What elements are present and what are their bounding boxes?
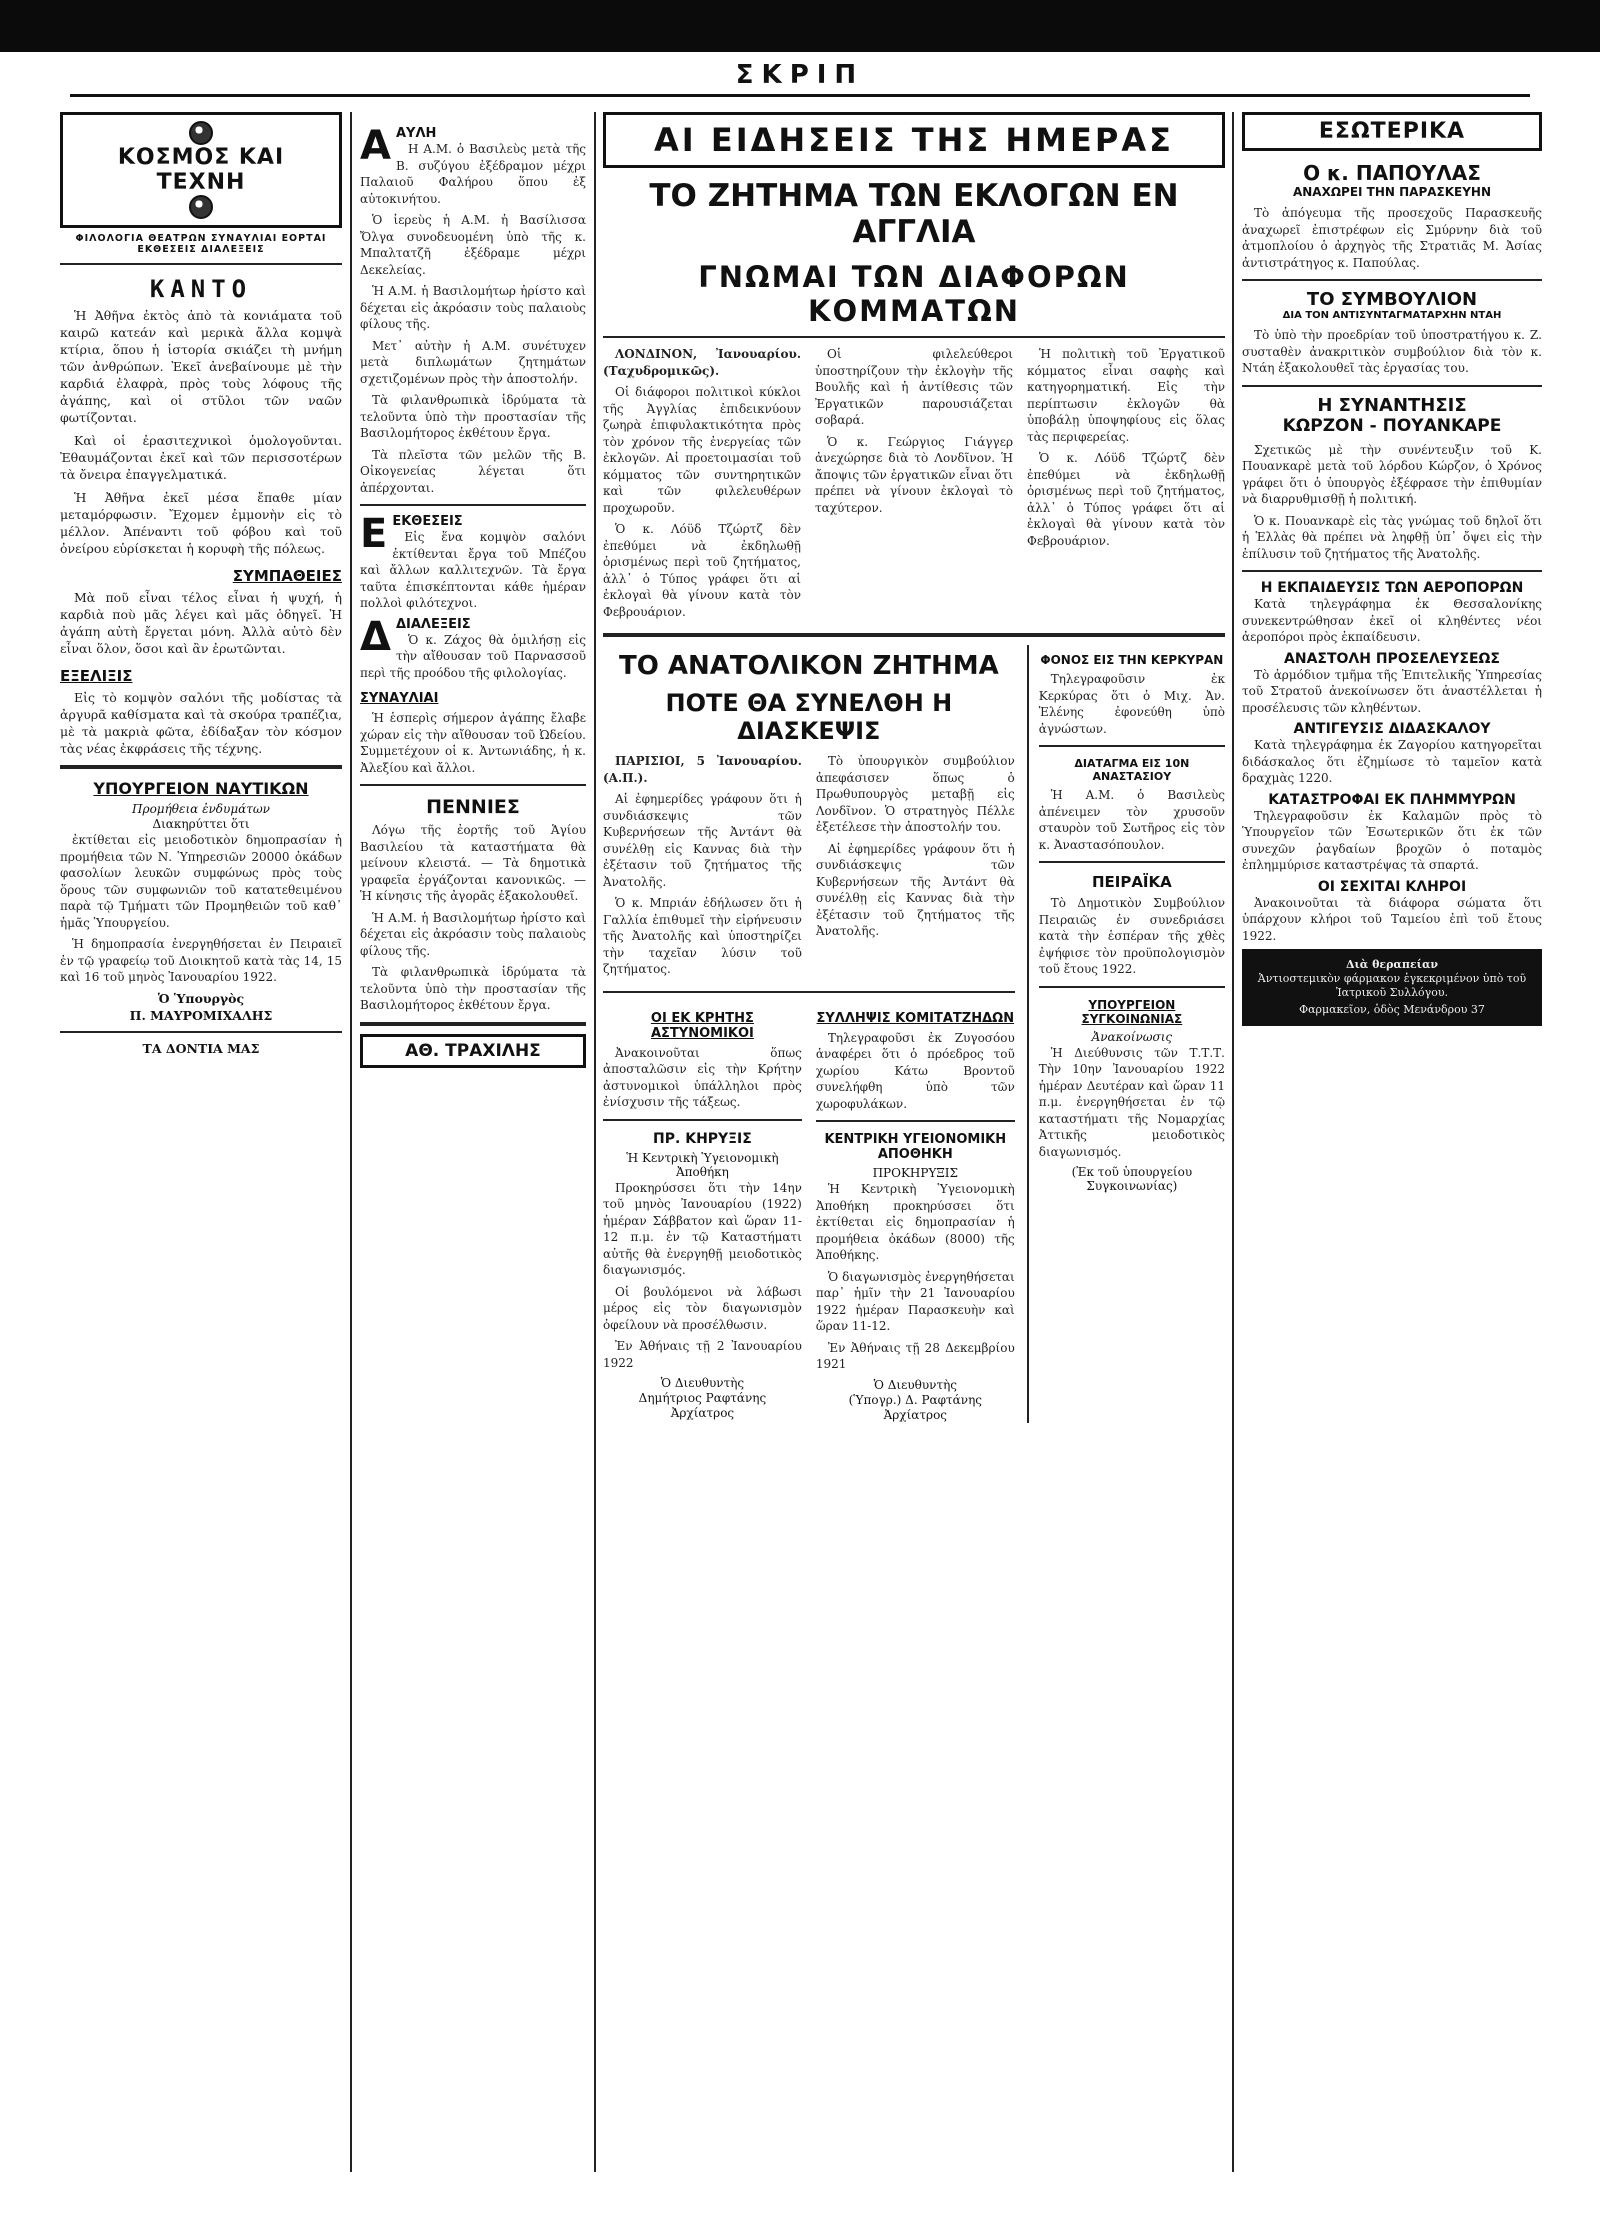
divider bbox=[603, 1119, 802, 1121]
notice-paragraph: Ὁ διαγωνισμὸς ἐνεργηθήσεται παρ᾽ ἡμῖν τὴν 21 Ἰανουαρίου 1922 ἡμέραν Παρασκευὴν καὶ ὥραν 11-12. bbox=[815, 1269, 1015, 1333]
notice-subtitle: Προμήθεια ἐνδυμάτων bbox=[132, 802, 270, 816]
article-paragraph: Εἰς ἕνα κομψὸν σαλόνι ἐκτίθενται ἔργα τοῦ Μπέζου καὶ ἄλλων καλλιτεχνῶν. Τὰ ἔργα ταῦτα ἐπισκέπτονται κάθε ἡμέραν πολλοὶ φιλότεχνοι. bbox=[360, 530, 586, 610]
article-paragraph: Ἡ πολιτικὴ τοῦ Ἐργατικοῦ κόμματος εἶναι σαφὴς καὶ κατηγορηματική. Εἰς τὴν περίπτωσιν ἐκλογῶν θὰ ὑποβάλῃ ὑποψηφίους εἰς ὅλας τὰς περιφερείας. bbox=[1027, 347, 1225, 444]
notice-date: Ἐν Ἀθήναις τῇ 28 Δεκεμβρίου 1921 bbox=[815, 1340, 1015, 1371]
article-paragraph: Ἡ Α.Μ. ὁ Βασιλεὺς ἀπένειμεν τὸν χρυσοῦν σταυρὸν τοῦ Σωτῆρος εἰς τὸν κ. Ἀναστασόπουλον. bbox=[1038, 788, 1225, 852]
divider bbox=[1039, 986, 1225, 988]
article-paragraph: Τὸ Δημοτικὸν Συμβούλιον Πειραιῶς ἐν συνεδριάσει κατὰ τὴν ἑσπέραν τῆς χθὲς ἐψήφισε τὸν προϋπολογισμὸν τοῦ ἔτους 1922. bbox=[1038, 896, 1225, 976]
article-paragraph: Οἱ διάφοροι πολιτικοὶ κύκλοι τῆς Ἀγγλίας ἐπιδεικνύουν ζωηρὰ ἐπιφυλακτικότητα πρὸς τὸν χρόνον τῆς ἐνεργείας τῶν ἐκλογῶν. Αἱ προετοιμασίαι τοῦ κόμματος τῶν συντηρητικῶν καὶ τῶν φιλελευθέρων προχωροῦν. bbox=[603, 385, 801, 515]
masthead bbox=[0, 60, 1600, 96]
article-dateline: ΛΟΝΔΙΝΟΝ, Ἰανουαρίου. (Ταχυδρομικῶς). bbox=[603, 347, 801, 378]
subheadline-papoulas: ΑΝΑΧΩΡΕΙ ΤΗΝ ΠΑΡΑΣΚΕΥΗΝ bbox=[1292, 185, 1492, 199]
column-divider bbox=[594, 112, 596, 2172]
article-paragraph: Κατὰ τηλεγράφημα ἐκ Θεσσαλονίκης συνεκεντρώθησαν ἐκεῖ οἱ κληθέντες νέοι ἀεροπόροι πρὸς ἐκπαίδευσιν. bbox=[1242, 597, 1542, 644]
dropcap: Δ bbox=[360, 613, 391, 660]
advert-address: Φαρμακεῖον, ὁδὸς Μενάνδρου 37 bbox=[1299, 1003, 1485, 1016]
lower-news-area bbox=[603, 645, 1225, 1423]
article-paragraph: Ἡ Ἀθῆνα ἐκτὸς ἀπὸ τὰ κονιάματα τοῦ καιρῶ κατεάν καὶ μερικὰ ἄλλα κομψὰ κτίρια, ὅπου ἡ ἱστορία σκιάζει τὴ μνήμη τῶν ἀνθρώπων. Ἐκεῖ ἀνεβαίνουμε μὲ τὴν καρδιά ἐλαφρὰ, πρὸς τοὺς λόφους τῆς ἀγάπης, καὶ οἱ στῦλοι τῶν ναῶν φωτίζονται. bbox=[60, 308, 342, 425]
headline-arrest: ΣΥΛΛΗΨΙΣ ΚΟΜΙΤΑΤΖΗΔΩΝ bbox=[816, 1010, 1015, 1026]
footer-ad-title: ΤΑ ΔΟΝΤΙΑ ΜΑΣ bbox=[142, 1040, 260, 1056]
article-paragraph: Τὸ ἀρμόδιον τμῆμα τῆς Ἐπιτελικῆς Ὑπηρεσίας τοῦ Στρατοῦ ἀνεκοίνωσεν ὅτι ἀναστέλλεται ἡ προσέλευσις τῶν κληθέντων. bbox=[1242, 667, 1542, 715]
notice-signature: Ὁ Διευθυντὴς bbox=[660, 1376, 745, 1390]
divider bbox=[60, 263, 342, 265]
headline-decree: ΔΙΑΤΑΓΜΑ ΕΙΣ 10Ν ΑΝΑΣΤΑΣΙΟΥ bbox=[1074, 757, 1190, 783]
notice-signature-name: Π. ΜΑΥΡΟΜΙΧΑΛΗΣ bbox=[129, 1007, 273, 1023]
elections-article bbox=[603, 346, 1225, 625]
notice-paragraph: Ἡ Διεύθυνσις τῶν Τ.Τ.Τ. Τὴν 10ην Ἰανουαρίου 1922 ἡμέραν Δευτέραν καὶ ὥραν 11 π.μ. ἐνεργηθήσεται ἐν τῷ καταστήματι τῆς Νομαρχίας Ἀττικῆς μειοδοτικὸς διαγωνισμός. bbox=[1038, 1045, 1225, 1159]
column-divider bbox=[1232, 112, 1234, 2172]
headline-suspension: ΑΝΑΣΤΟΛΗ ΠΡΟΣΕΛΕΥΣΕΩΣ bbox=[1284, 650, 1500, 667]
headline-peiraika: ΠΕΙΡΑΪΚΑ bbox=[1091, 873, 1172, 891]
divider bbox=[1039, 861, 1225, 863]
article-paragraph: Τηλεγραφοῦσιν ἐκ Κερκύρας ὅτι ὁ Μιχ. Ἀν. Ἑλένης ἐφονεύθη ὑπὸ ἀγνώστων. bbox=[1038, 672, 1225, 736]
article-paragraph: Ἡ Α.Μ. ἡ Βασιλομήτωρ ἠρίστο καὶ δέχεται εἰς ἀκρόασιν τοὺς παλαιοὺς φίλους τῆς. bbox=[360, 284, 586, 331]
notice-signature: Ἀρχίατρος bbox=[883, 1407, 948, 1422]
column-esoterika bbox=[1242, 112, 1542, 2172]
side-news-block bbox=[1027, 645, 1225, 1423]
divider bbox=[360, 504, 586, 506]
headline-teacher: ΑΝΤΙΓΕΥΣΙΣ ΔΙΔΑΣΚΑΛΟΥ bbox=[1293, 721, 1491, 737]
subheadline-elections: ΓΝΩΜΑΙ ΤΩΝ ΔΙΑΦΟΡΩΝ ΚΟΜΜΑΤΩΝ bbox=[698, 260, 1130, 328]
notice-signature: (Ἐκ τοῦ ὑπουργείου Συγκοινωνίας) bbox=[1071, 1165, 1193, 1193]
column-kosmos-kai-texni bbox=[60, 112, 342, 2172]
divider bbox=[60, 765, 342, 769]
article-paragraph: Εἰς τὸ κομψὸν σαλόνι τῆς μοδίστας τὰ ἀργυρᾶ καθίσματα καὶ τὰ σκούρα τραπέζια, μὲ τὰ μακριὰ φῶτα, ἐδίδαξαν τὸν κόσμον τὰς νέας ἐκφράσεις τῆς τέχνης. bbox=[60, 690, 342, 756]
notice-paragraph: Ἡ δημοπρασία ἐνεργηθήσεται ἐν Πειραιεῖ ἐν τῷ γραφείῳ τοῦ Διοικητοῦ κατὰ τὰς 14, 15 καὶ 16 τοῦ μηνὸς Ἰανουαρίου 1922. bbox=[60, 937, 342, 984]
advert-title: Διὰ θεραπείαν bbox=[1345, 958, 1439, 971]
headline-police: ΟΙ ΕΚ ΚΡΗΤΗΣ ΑΣΤΥΝΟΜΙΚΟΙ bbox=[650, 1010, 754, 1041]
headline-council: ΤΟ ΣΥΜΒΟΥΛΙΟΝ bbox=[1306, 289, 1478, 310]
article-paragraph: Τὰ φιλανθρωπικὰ ἱδρύματα τὰ τελοῦντα ὑπὸ τὴν προστασίαν τῆς Βασιλομήτορος ἐκθέτουν ἔργα. bbox=[360, 965, 586, 1012]
article-title-ekthesis: ΕΚΘΕΣΕΙΣ bbox=[392, 514, 463, 529]
section-subtitle: ΦΙΛΟΛΟΓΙΑ ΘΕΑΤΡΩΝ ΣΥΝΑΥΛΙΑΙ ΕΟΡΤΑΙ ΕΚΘΕΣΕΙΣ ΔΙΑΛΕΞΕΙΣ bbox=[75, 233, 327, 255]
notice-paragraph: Οἱ βουλόμενοι νὰ λάβωσι μέρος εἰς τὸν διαγωνισμὸν ὀφείλουν νὰ προσέλθωσιν. bbox=[603, 1284, 802, 1332]
masthead-title: ΣΚΡΙΠ bbox=[735, 60, 865, 90]
article-title-synaulia: ΣΥΝΑΥΛΙΑΙ bbox=[360, 691, 439, 706]
divider bbox=[603, 991, 1015, 993]
article-paragraph: Τὸ ὑπουργικὸν συμβούλιον ἀπεφάσισεν ὅπως ὁ Πρωθυπουργὸς μεταβῇ εἰς Λονδῖνον. Ὁ στρατηγὸς Πέλλε ἐξετέλεσε τὴν ἀποστολήν του. bbox=[815, 754, 1015, 834]
article-paragraph: Ὁ κ. Λόϋδ Τζώρτζ δὲν ἐπεθύμει νὰ ἐκδηλωθῇ ὁρισμένως περὶ τοῦ ζητήματος, ἀλλ᾽ ὁ Τύπος γράφει ὅτι αἱ ἐκλογαὶ θὰ γίνουν κατὰ τὸν Φεβρουάριον. bbox=[603, 522, 801, 619]
article-paragraph: Αἱ ἐφημερίδες γράφουν ὅτι ἡ συνδιάσκεψις τῶν Κυβερνήσεων τῆς Ἀντάντ θὰ συνέλθῃ εἰς Καννας διὰ τὴν ἐξέτασιν τοῦ ζητήματος τῆς Ἀνατολῆς. bbox=[603, 792, 802, 889]
dropcap: Α bbox=[360, 123, 391, 169]
notice-signature: Ὁ Διευθυντὴς bbox=[873, 1377, 957, 1392]
article-paragraph: Ἡ Α.Μ. ἡ Βασιλομήτωρ ἠρίστο καὶ δέχεται εἰς ἀκρόασιν τοὺς παλαιοὺς φίλους τῆς. bbox=[360, 910, 586, 958]
notice-signature: (Ὑπογρ.) Δ. Ραφτάνης bbox=[848, 1392, 982, 1407]
notice-subtitle: Διακηρύττει ὅτι bbox=[152, 817, 250, 831]
divider bbox=[816, 1120, 1015, 1122]
advert-box bbox=[1242, 949, 1542, 1026]
divider bbox=[360, 1022, 586, 1026]
headline-meeting: Η ΣΥΝΑΝΤΗΣΙΣ bbox=[1317, 394, 1467, 416]
article-paragraph: Η Α.Μ. ὁ Βασιλεὺς μετὰ τῆς Β. συζύγου ἐξέδραμον μέχρι Παλαιοῦ Φαλήρου ὅπου ἐξ αὐτοκινήτου. bbox=[360, 142, 586, 206]
article-paragraph: Ἀνακοινοῦται τὰ διάφορα σώματα ὅτι ὑπάρχουν κλήροι τοῦ Ταμείου ἐπὶ τοῦ ἔτους 1922. bbox=[1242, 895, 1542, 943]
banner-title: ΑΙ ΕΙΔΗΣΕΙΣ ΤΗΣ ΗΜΕΡΑΣ bbox=[603, 112, 1225, 168]
column-main-news bbox=[603, 112, 1225, 2172]
article-paragraph: Τηλεγραφοῦσιν ἐκ Καλαμῶν πρὸς τὸ Ὑπουργεῖον τῶν Ἐσωτερικῶν ὅτι ἐκ τῶν συνεχῶν ῥαγδαίων βροχῶν ὁ ποταμὸς ἐπλημμύρισε καταστρέψας τὰ σπαρτά. bbox=[1242, 808, 1542, 872]
divider bbox=[360, 784, 586, 786]
notice-signature-label: Ὁ Ὑπουργὸς bbox=[157, 990, 245, 1006]
article-paragraph: Κατὰ τηλεγράφημα ἐκ Ζαγορίου κατηγορεῖται διδάσκαλος ὅτι ἐζημίωσε τὸ ταμεῖον κατὰ δραχμὰς 1220. bbox=[1242, 738, 1542, 785]
article-paragraph: Λόγω τῆς ἐορτῆς τοῦ Ἁγίου Βασιλείου τὰ καταστήματα θὰ μείνουν κλειστά. — Τὰ δημοτικὰ γραφεῖα ἐργάζονται κανονικῶς. — Ἡ κίνησις τῆς ἀγορᾶς ἐξακολουθεῖ. bbox=[360, 823, 586, 903]
column-divider bbox=[350, 112, 352, 2172]
article-title-exelixis: ΕΞΕΛΙΞΙΣ bbox=[60, 667, 133, 685]
globe-icon bbox=[189, 121, 213, 145]
headline-papoulas: Ο κ. ΠΑΠΟΥΛΑΣ bbox=[1303, 161, 1481, 185]
article-title-sympatheies: ΣΥΜΠΑΘΕΙΕΣ bbox=[232, 567, 342, 585]
notice-paragraph: ἐκτίθεται εἰς μειοδοτικὸν δημοπρασίαν ἡ προμήθεια τῶν Ν. Ὑπηρεσιῶν 20000 ὀκάδων φασολίων λευκῶν συμφώνως πρὸς τοὺς ὅρους τῶν συμφωνιῶν τοῦ κατατεθειμένου παρὰ τῷ Τμήματι τῶν Προμηθειῶν τοῦ καθ᾽ ἡμᾶς Ὑπουργείου. bbox=[60, 833, 342, 930]
headline-lots: ΟΙ ΣΕΧΙΤΑΙ ΚΛΗΡΟΙ bbox=[1317, 878, 1467, 895]
advert-name: ΑΘ. ΤΡΑΧΙΛΗΣ bbox=[360, 1034, 586, 1068]
article-paragraph: Τὰ φιλανθρωπικὰ ἱδρύματα τὰ τελοῦντα ὑπὸ τὴν προστασίαν τῆς Βασιλομήτορος ἐκθέτουν ἔργα. bbox=[360, 393, 586, 440]
article-title-kanto: ΚΑΝΤΟ bbox=[149, 275, 253, 303]
top-black-border bbox=[0, 0, 1600, 52]
notice-paragraph: Ἡ Κεντρικὴ Ὑγειονομικὴ Ἀποθήκη προκηρύσσει ὅτι ἐκτίθεται εἰς δημοπρασίαν ἡ προμήθεια ὀκάδων (8000) τῆς Ἀποθήκης. bbox=[815, 1182, 1015, 1262]
article-title-aule: ΑΥΛΗ bbox=[395, 126, 437, 141]
notice-date: Ἐν Ἀθήναις τῇ 2 Ἰανουαρίου 1922 bbox=[603, 1339, 802, 1370]
subheadline-council: ΔΙΑ ΤΟΝ ΑΝΤΙΣΥΝΤΑΓΜΑΤΑΡΧΗΝ ΝΤΑΗ bbox=[1282, 310, 1502, 321]
subheadline-eastern-question: ΠΟΤΕ ΘΑ ΣΥΝΕΛΘΗ Η ΔΙΑΣΚΕΨΙΣ bbox=[665, 689, 953, 745]
article-paragraph: Ὁ κ. Ζάχος θὰ ὁμιλήσῃ εἰς τὴν αἴθουσαν τοῦ Παρνασσοῦ περὶ τῆς προόδου τῆς φιλολογίας. bbox=[360, 632, 586, 680]
globe-icon bbox=[189, 195, 213, 219]
article-paragraph: Οἱ φιλελεύθεροι ὑποστηρίζουν τὴν ἐκλογὴν τῆς Βουλῆς καὶ ἡ ἀντίθεσις τῶν Ἐργατικῶν παρουσιάζεται σοβαρά. bbox=[815, 347, 1013, 427]
headline-elections: ΤΟ ΖΗΤΗΜΑ ΤΩΝ ΕΚΛΟΓΩΝ ΕΝ ΑΓΓΛΙΑ bbox=[649, 178, 1179, 250]
notice-subtitle: ΠΡΟΚΗΡΥΞΙΣ bbox=[872, 1166, 959, 1180]
article-paragraph: Τὸ ὑπὸ τὴν προεδρίαν τοῦ ὑποστρατήγου κ. Ζ. συσταθὲν ἀνακριτικὸν συμβούλιον διὰ τὸν κ. Ντάη ἐξακολουθεῖ τὰς ἐργασίας του. bbox=[1242, 328, 1542, 375]
notice-title-depot: ΚΕΝΤΡΙΚΗ ΥΓΕΙΟΝΟΜΙΚΗ ΑΠΟΘΗΚΗ bbox=[824, 1132, 1007, 1162]
divider bbox=[1242, 570, 1542, 572]
dropcap: Ε bbox=[360, 511, 388, 557]
subheadline-meeting: ΚΩΡΖΟΝ - ΠΟΥΑΝΚΑΡΕ bbox=[1282, 415, 1502, 436]
article-paragraph: Τὸ ἀπόγευμα τῆς προσεχοῦς Παρασκευῆς ἀναχωρεῖ ἐπιστρέφων εἰς Σμύρνην διὰ τοῦ ἀτμοπλοίου ὁ ἀρχηγὸς τῆς Στρατιᾶς Μ. Ἀσίας ἀντιστράτηγος κ. Παπούλας. bbox=[1242, 206, 1542, 270]
section-title: ΚΟΣΜΟΣ ΚΑΙ ΤΕΧΝΗ bbox=[117, 145, 285, 195]
divider bbox=[1039, 745, 1225, 747]
notice-title-communications: ΥΠΟΥΡΓΕΙΟΝ ΣΥΓΚΟΙΝΩΝΙΑΣ bbox=[1081, 997, 1183, 1026]
article-paragraph: Ἡ ἑσπερὶς σήμερον ἀγάπης ἔλαβε χώραν εἰς τὴν αἴθουσαν τοῦ Ὠδείου. Συμμετέχουν οἱ κ. Ἀντωνιάδης, ἡ κ. Ἀλεξίου καὶ ἄλλοι. bbox=[360, 711, 586, 775]
article-aule bbox=[360, 123, 586, 207]
article-paragraph: Καὶ οἱ ἐρασιτεχνικοὶ ὁμολογοῦνται. Ἐθαυμάζονται ἐκεῖ καὶ τῶν περισσοτέρων τὰ ὄνειρα ἐπαγγελματικά. bbox=[60, 433, 342, 482]
article-paragraph: Σχετικῶς μὲ τὴν συνέντευξιν τοῦ Κ. Πουανκαρὲ μετὰ τοῦ λόρδου Κώρζον, ὁ Χρόνος γράφει ὅτι ὁ ὑπουργὸς ἐξέφρασε τὴν ἐπιθυμίαν νὰ διαρρυθμισθῇ ἡ πολιτική. bbox=[1242, 442, 1542, 506]
notice-paragraph: Προκηρύσσει ὅτι τὴν 14ην τοῦ μηνὸς Ἰανουαρίου (1922) ἡμέραν Σάββατον καὶ ὥραν 11-12 π.μ. ἐν τῷ Καταστήματι αὐτῆς θὰ ἐνεργηθῇ μειοδοτικὸς διαγωνισμός. bbox=[603, 1180, 802, 1277]
article-paragraph: Ὁ κ. Γεώργιος Γιάγγερ ἀνεχώρησε διὰ τὸ Λονδῖνον. Ἡ ἄποψις τῶν ἐργατικῶν εἶναι ὅτι πρέπει νὰ γίνουν ἐκλογαὶ τὸ ταχύτερον. bbox=[815, 434, 1013, 515]
article-paragraph: Μετ᾽ αὐτὴν ἡ Α.Μ. συνέτυχεν μετὰ διπλωμάτων ζητημάτων σχετιζομένων πρὸς τὴν ἀποστολήν. bbox=[360, 338, 586, 386]
advert-text: Ἀντιοστεμικὸν φάρμακον ἐγκεκριμένον ὑπὸ τοῦ Ἰατρικοῦ Συλλόγου. bbox=[1257, 972, 1527, 999]
divider bbox=[603, 633, 1225, 637]
article-paragraph: Ὁ ἱερεὺς ἡ Α.Μ. ἡ Βασίλισσα Ὄλγα συνοδευομένη ὑπὸ τῆς κ. Μπαλτατζῆ ἐξέδραμε μέχρι Δεκελείας. bbox=[360, 213, 586, 277]
headline-aviators: Η ΕΚΠΑΙΔΕΥΣΙΣ ΤΩΝ ΑΕΡΟΠΟΡΩΝ bbox=[1260, 580, 1524, 596]
headline-eastern-question: ΤΟ ΑΝΑΤΟΛΙΚΟΝ ΖΗΤΗΜΑ bbox=[619, 651, 999, 681]
article-paragraph: Ἀνακοινοῦται ὅπως ἀποσταλῶσιν εἰς τὴν Κρήτην ἀστυνομικοὶ ὑπάλληλοι πρὸς ἐνίσχυσιν τῆς τάξεως. bbox=[603, 1045, 802, 1109]
notice-title-kiryxis: ΠΡ. ΚΗΡΥΞΙΣ bbox=[653, 1130, 752, 1147]
headline-murder: ΦΟΝΟΣ ΕΙΣ ΤΗΝ ΚΕΡΚΥΡΑΝ bbox=[1040, 653, 1224, 667]
article-paragraph: Ὁ κ. Λόϋδ Τζώρτζ δὲν ἐπεθύμει νὰ ἐκδηλωθῇ ὁρισμένως περὶ τοῦ ζητήματος, ἀλλ᾽ ὁ Τύπος γράφει ὅτι αἱ ἐκλογαὶ θὰ γίνουν κατὰ τὸν Φεβρουάριον. bbox=[1027, 451, 1225, 548]
notice-subtitle: Ἀνακοίνωσις bbox=[1091, 1029, 1173, 1044]
article-paragraph: Τὰ πλεῖστα τῶν μελῶν τῆς Β. Οἰκογενείας λέγεται ὅτι ἀπέρχονται. bbox=[360, 447, 586, 495]
masthead-rule bbox=[70, 94, 1530, 97]
column-aule bbox=[360, 112, 586, 2172]
article-paragraph: Αἱ ἐφημερίδες γράφουν ὅτι ἡ συνδιάσκεψις τῶν Κυβερνήσεων τῆς Ἀντάντ θὰ συνέλθῃ εἰς Καννας διὰ τὴν ἐξέτασιν τοῦ ζητήματος τῆς Ἀνατολῆς. bbox=[815, 841, 1015, 938]
eastern-question-text bbox=[603, 753, 1015, 983]
notice-signature: Δημήτριος Ραφτάνης bbox=[638, 1391, 767, 1405]
headline-floods: ΚΑΤΑΣΤΡΟΦΑΙ ΕΚ ΠΛΗΜΜΥΡΩΝ bbox=[1268, 791, 1516, 808]
article-title-dialexis: ΔΙΑΛΕΞΕΙΣ bbox=[395, 616, 471, 632]
article-paragraph: Τηλεγραφοῦσι ἐκ Ζυγοσόου ἀναφέρει ὅτι ὁ πρόεδρος τοῦ χωρίου Κάτω Βροντοῦ συνελήφθη ὑπὸ τῶν χωροφυλάκων. bbox=[815, 1030, 1015, 1111]
notice-signature: Ἀρχίατρος bbox=[670, 1406, 735, 1420]
notice-title-ministry: ΥΠΟΥΡΓΕΙΟΝ ΝΑΥΤΙΚΩΝ bbox=[93, 779, 309, 798]
lower-two-column bbox=[603, 1001, 1015, 1423]
article-dateline: ΠΑΡΙΣΙΟΙ, 5 Ἰανουαρίου. (Α.Π.). bbox=[603, 754, 802, 785]
article-paragraph: Ὁ κ. Μπριάν ἐδήλωσεν ὅτι ἡ Γαλλία ἐπιθυμεῖ τὴν εἰρήνευσιν τῆς Ἀνατολῆς καὶ ὑποστηρίζει τὴν ταχεῖαν λύσιν τοῦ ζητήματος. bbox=[603, 896, 802, 976]
divider bbox=[1242, 385, 1542, 387]
eastern-question-block bbox=[603, 645, 1015, 1423]
article-paragraph: Ἡ Ἀθῆνα ἐκεῖ μέσα ἔπαθε μίαν μεταμόρφωσιν. Ἔχομεν ἐμμονὴν εἰς τὸ μέλλον. Ἀπέναντι τοῦ φόβου καὶ τοῦ ὀνείρου εὑρίσκεται ἡ κορυφὴ τῆς πόλεως. bbox=[60, 490, 342, 556]
section-title-esoterika: ΕΣΩΤΕΡΙΚΑ bbox=[1242, 112, 1542, 151]
divider bbox=[60, 1031, 342, 1033]
divider bbox=[1242, 279, 1542, 281]
article-paragraph: Μὰ ποῦ εἶναι τέλος εἶναι ἡ ψυχή, ἡ καρδιὰ ποὺ μᾶς λέγει καὶ μᾶς ὁδηγεῖ. Ἡ ἀγάπη αὐτὴ ἔργεται μόνη. Ἀλλὰ αὐτὸ δὲν εἶναι ὅλον, ὅσοι καὶ ἂν ἐρωτῶνται. bbox=[60, 590, 342, 656]
article-paragraph: Ὁ κ. Πουανκαρὲ εἰς τὰς γνώμας τοῦ δηλοῖ ὅτι ἡ Ἑλλὰς θὰ πρέπει νὰ ληφθῇ ὑπ᾽ ὄψει εἰς τὴν ἐπίλυσιν τοῦ ζητήματος τῆς Ἀνατολῆς. bbox=[1242, 513, 1542, 561]
article-title-pennies: ΠΕΝΝΙΕΣ bbox=[426, 796, 520, 818]
section-header-kosmos bbox=[60, 112, 342, 228]
notice-subtitle: Ἡ Κεντρικὴ Ὑγειονομικὴ Ἀποθήκη bbox=[626, 1150, 779, 1179]
divider bbox=[603, 336, 1225, 338]
